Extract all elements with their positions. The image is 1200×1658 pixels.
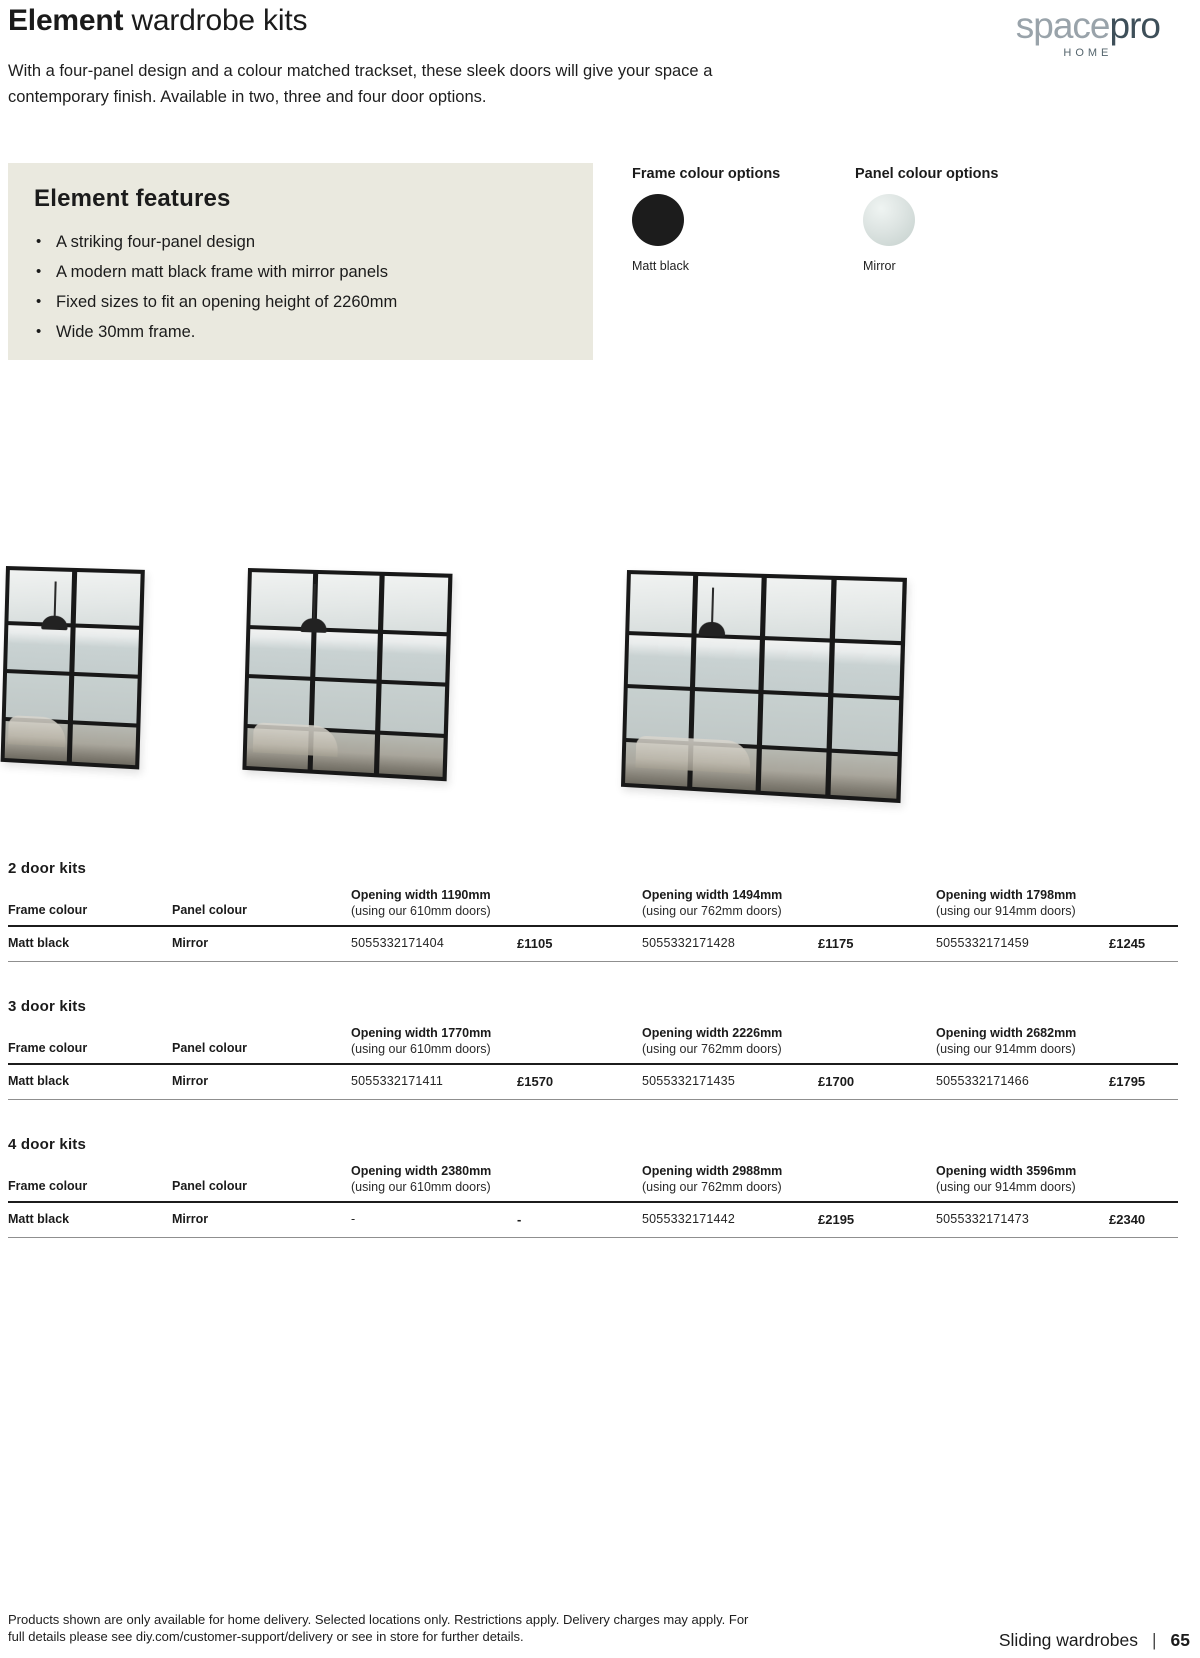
footer-disclaimer: Products shown are only available for home delivery. Selected locations only. Restrictions apply. Delivery charges may apply. For full details please see diy.com/customer-support/delivery or see in store for further details. xyxy=(8,1612,749,1644)
features-list xyxy=(34,227,573,347)
opening-width-label: Opening width 2226mm xyxy=(642,1026,783,1040)
kit-section-title: 2 door kits xyxy=(8,860,87,877)
opening-width-header xyxy=(351,888,642,918)
kit-section-title: 4 door kits xyxy=(8,1136,87,1153)
kit-table-header xyxy=(8,1164,1178,1194)
doors-size-label: (using our 762mm doors) xyxy=(642,904,782,918)
intro-text: With a four-panel design and a colour matched trackset, these sleek doors will give your space a contemporary finish. Available in two, three and four door options. xyxy=(8,62,713,106)
mirror-pane xyxy=(381,684,445,733)
frame-colour-header: Frame colour xyxy=(8,1041,88,1055)
mirror-pane xyxy=(379,735,443,777)
mirror-pane xyxy=(7,625,70,672)
product-code: 5055332171428 xyxy=(642,936,735,950)
mirror-pane xyxy=(72,724,136,765)
frame-colour-options-title: Frame colour options xyxy=(632,166,781,182)
product-code: 5055332171473 xyxy=(936,1212,1029,1226)
page-title-bold: Element xyxy=(8,4,124,37)
page-title xyxy=(8,4,307,38)
frame-swatch-label: Matt black xyxy=(632,259,689,273)
opening-width-header xyxy=(351,1164,642,1194)
wardrobe-door xyxy=(761,578,832,795)
kit-section xyxy=(8,860,1178,962)
page-title-rest: wardrobe kits xyxy=(123,4,308,37)
frame-colour-options xyxy=(632,166,780,273)
price-value: £1105 xyxy=(517,936,553,951)
spacepro-logo xyxy=(1016,6,1160,59)
panel-colour-value: Mirror xyxy=(172,1212,209,1226)
kit-table-row xyxy=(8,927,1178,961)
table-rule xyxy=(8,1237,1178,1238)
opening-width-label: Opening width 1770mm xyxy=(351,1026,492,1040)
kit-section xyxy=(8,998,1178,1100)
mirror-pane xyxy=(6,673,69,720)
opening-width-header xyxy=(936,1164,1178,1194)
feature-item: • A striking four-panel design xyxy=(34,227,573,257)
mirror-pane xyxy=(765,578,831,639)
product-code: 5055332171404 xyxy=(351,936,444,950)
mirror-pane xyxy=(629,574,693,633)
frame-colour-value: Matt black xyxy=(8,1212,70,1226)
reflected-pendant-lamp-icon xyxy=(41,581,69,630)
opening-width-label: Opening width 2380mm xyxy=(351,1164,492,1178)
panel-swatch-label: Mirror xyxy=(863,259,896,273)
price-value: - xyxy=(517,1212,522,1227)
product-code: 5055332171466 xyxy=(936,1074,1029,1088)
mirror-pane xyxy=(628,635,692,687)
wardrobe-door xyxy=(72,572,141,765)
price-value: £2195 xyxy=(818,1212,855,1227)
feature-item: • A modern matt black frame with mirror panels xyxy=(34,257,573,287)
opening-width-header xyxy=(351,1026,642,1056)
opening-width-header xyxy=(642,888,936,918)
wardrobe-image-3-door xyxy=(242,568,452,781)
mirror-pane xyxy=(695,638,760,690)
mirror-pane xyxy=(626,688,690,740)
mirror-pane xyxy=(383,576,448,632)
wardrobe-door xyxy=(379,576,448,777)
price-value: £1700 xyxy=(818,1074,855,1089)
mirror-pane xyxy=(761,749,827,795)
opening-width-header xyxy=(936,888,1178,918)
doors-size-label: (using our 762mm doors) xyxy=(642,1180,782,1194)
product-images-row xyxy=(0,530,1200,810)
doors-size-label: (using our 610mm doors) xyxy=(351,904,491,918)
product-code: 5055332171435 xyxy=(642,1074,735,1088)
doors-size-label: (using our 914mm doors) xyxy=(936,1180,1076,1194)
doors-size-label: (using our 762mm doors) xyxy=(642,1042,782,1056)
frame-colour-header: Frame colour xyxy=(8,1179,88,1193)
mirror-swatch-icon xyxy=(863,194,915,246)
mirror-pane xyxy=(833,643,900,697)
matt-black-swatch-icon xyxy=(632,194,684,246)
mirror-pane xyxy=(249,629,311,677)
price-value: £1245 xyxy=(1109,936,1146,951)
product-code: 5055332171411 xyxy=(351,1074,444,1088)
mirror-pane xyxy=(764,640,830,693)
mirror-pane xyxy=(314,681,377,730)
mirror-pane xyxy=(382,634,446,683)
doors-size-label: (using our 610mm doors) xyxy=(351,1180,491,1194)
table-rule xyxy=(8,961,1178,962)
feature-item: • Wide 30mm frame. xyxy=(34,317,573,347)
footer-page-info xyxy=(999,1630,1190,1651)
kit-section-title: 3 door kits xyxy=(8,998,87,1015)
kit-tables xyxy=(8,860,1178,1274)
mirror-pane xyxy=(315,631,378,680)
mirror-pane xyxy=(248,678,310,726)
kit-table-header xyxy=(8,1026,1178,1056)
price-value: £2340 xyxy=(1109,1212,1146,1227)
kit-section xyxy=(8,1136,1178,1238)
product-code: 5055332171459 xyxy=(936,936,1029,950)
wardrobe-image-4-door xyxy=(621,570,907,803)
product-code: 5055332171442 xyxy=(642,1212,735,1226)
reflected-pendant-lamp-icon xyxy=(300,584,328,633)
mirror-pane xyxy=(694,691,759,744)
price-value: £1795 xyxy=(1109,1074,1146,1089)
mirror-pane xyxy=(835,580,903,641)
opening-width-label: Opening width 3596mm xyxy=(936,1164,1077,1178)
panel-colour-value: Mirror xyxy=(172,936,209,950)
logo-home-text: HOME xyxy=(1063,47,1113,59)
opening-width-header xyxy=(936,1026,1178,1056)
kit-table-row xyxy=(8,1065,1178,1099)
opening-width-label: Opening width 1798mm xyxy=(936,888,1077,902)
table-rule xyxy=(8,1099,1178,1100)
spacepro-logo-word xyxy=(1016,6,1160,46)
logo-pro-text: pro xyxy=(1109,5,1160,46)
features-title: Element features xyxy=(34,185,231,212)
footer-page-number: 65 xyxy=(1170,1630,1190,1650)
panel-colour-options xyxy=(855,166,998,273)
panel-colour-value: Mirror xyxy=(172,1074,209,1088)
frame-colour-header: Frame colour xyxy=(8,903,88,917)
wardrobe-image-2-door xyxy=(1,566,145,769)
price-value: £1570 xyxy=(517,1074,554,1089)
frame-colour-value: Matt black xyxy=(8,1074,70,1088)
kit-table-row xyxy=(8,1203,1178,1237)
panel-colour-header: Panel colour xyxy=(172,1179,248,1193)
mirror-pane xyxy=(762,695,828,748)
reflected-pendant-lamp-icon xyxy=(699,587,727,636)
footer-section-label: Sliding wardrobes xyxy=(998,1630,1138,1650)
mirror-pane xyxy=(76,572,141,626)
opening-width-label: Opening width 2988mm xyxy=(642,1164,783,1178)
product-code: - xyxy=(351,1212,356,1226)
opening-width-header xyxy=(642,1026,936,1056)
mirror-pane xyxy=(74,628,139,675)
features-box xyxy=(8,163,593,360)
footer-separator: | xyxy=(1151,1630,1157,1650)
panel-colour-header: Panel colour xyxy=(172,1041,248,1055)
mirror-pane xyxy=(73,676,138,723)
logo-space-text: space xyxy=(1015,5,1110,46)
doors-size-label: (using our 914mm doors) xyxy=(936,1042,1076,1056)
mirror-pane xyxy=(832,698,899,752)
kit-table-header xyxy=(8,888,1178,918)
feature-item: • Fixed sizes to fit an opening height of 2260mm xyxy=(34,287,573,317)
wardrobe-door xyxy=(831,580,903,799)
opening-width-label: Opening width 1190mm xyxy=(351,888,491,902)
mirror-pane xyxy=(831,752,898,798)
opening-width-label: Opening width 2682mm xyxy=(936,1026,1077,1040)
panel-colour-options-title: Panel colour options xyxy=(855,166,999,182)
doors-size-label: (using our 914mm doors) xyxy=(936,904,1076,918)
frame-colour-value: Matt black xyxy=(8,936,70,950)
opening-width-label: Opening width 1494mm xyxy=(642,888,783,902)
panel-colour-header: Panel colour xyxy=(172,903,248,917)
doors-size-label: (using our 610mm doors) xyxy=(351,1042,491,1056)
price-value: £1175 xyxy=(818,936,854,951)
opening-width-header xyxy=(642,1164,936,1194)
